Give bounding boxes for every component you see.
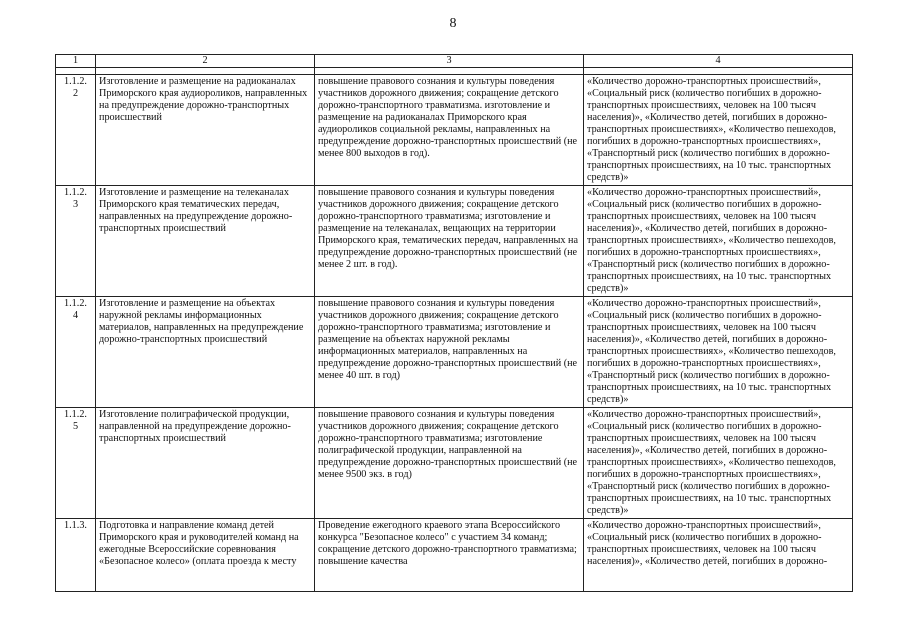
table-row bbox=[56, 297, 853, 408]
indicators-cell: «Количество дорожно-транспортных происшествий», «Социальный риск (количество погибших в дорожно-транспортных происшествиях, человек на 100 тысяч населения)», «Количество детей, погибших в дорожно- bbox=[584, 519, 853, 592]
result-cell: повышение правового сознания и культуры поведения участников дорожного движения; сокращение детского дорожно-транспортного травматизма. изготовление и размещение на радиоканалах Приморского края аудиороликов социальной рекламы, направленных на предупреждение дорожно-транспортных происшествий (не менее 800 выходов в год). bbox=[315, 75, 584, 186]
result-cell: повышение правового сознания и культуры поведения участников дорожного движения; сокращение детского дорожно-транспортного травматизма; изготовление и размещение на телеканалах, вещающих на территории Приморского края, тематических передач, направленных на предупреждение дорожно-транспортных происшествий (не менее 2 шт. в год). bbox=[315, 186, 584, 297]
column-header: 3 bbox=[315, 55, 584, 68]
row-number: 1.1.2. 5 bbox=[56, 408, 96, 519]
table-row bbox=[56, 519, 853, 592]
activity-cell: Изготовление и размещение на радиоканалах Приморского края аудиороликов, направленных на предупреждение дорожно-транспортных происшествий bbox=[96, 75, 315, 186]
activity-cell: Изготовление и размещение на телеканалах Приморского края тематических передач, направленных на предупреждение дорожно-транспортных происшествий bbox=[96, 186, 315, 297]
row-number: 1.1.2. 2 bbox=[56, 75, 96, 186]
result-cell: повышение правового сознания и культуры поведения участников дорожного движения; сокращение детского дорожно-транспортного травматизма; изготовление полиграфической продукции, направленной на предупреждение дорожно-транспортных происшествий (не менее 9500 экз. в год) bbox=[315, 408, 584, 519]
program-activities-table bbox=[55, 54, 853, 592]
result-cell: Проведение ежегодного краевого этапа Всероссийского конкурса "Безопасное колесо" с участием 34 команд; сокращение детского дорожно-транспортного травматизма; повышение качества bbox=[315, 519, 584, 592]
table-row bbox=[56, 75, 853, 186]
row-number: 1.1.2. 3 bbox=[56, 186, 96, 297]
activity-cell: Подготовка и направление команд детей Приморского края и руководителей команд на ежегодные Всероссийские соревнования «Безопасное колесо» (оплата проезда к месту bbox=[96, 519, 315, 592]
page-number: 8 bbox=[449, 16, 457, 31]
indicators-cell: «Количество дорожно-транспортных происшествий», «Социальный риск (количество погибших в дорожно-транспортных происшествиях, человек на 100 тысяч населения)», «Количество детей, погибших в дорожно-транспортных происшествиях», «Количество пешеходов, погибших в дорожно-транспортных происшествиях», «Транспортный риск (количество погибших в дорожно-транспортных происшествиях, на 10 тыс. транспортных средств)» bbox=[584, 186, 853, 297]
activity-cell: Изготовление полиграфической продукции, направленной на предупреждение дорожно-транспортных происшествий bbox=[96, 408, 315, 519]
activity-cell: Изготовление и размещение на объектах наружной рекламы информационных материалов, направленных на предупреждение дорожно-транспортных происшествий bbox=[96, 297, 315, 408]
column-header: 4 bbox=[584, 55, 853, 68]
row-number: 1.1.2. 4 bbox=[56, 297, 96, 408]
row-number: 1.1.3. bbox=[56, 519, 96, 592]
column-header: 2 bbox=[96, 55, 315, 68]
table-header-row bbox=[56, 55, 853, 68]
indicators-cell: «Количество дорожно-транспортных происшествий», «Социальный риск (количество погибших в дорожно-транспортных происшествиях, человек на 100 тысяч населения)», «Количество детей, погибших в дорожно-транспортных происшествиях», «Количество пешеходов, погибших в дорожно-транспортных происшествиях», «Транспортный риск (количество погибших в дорожно-транспортных происшествиях, на 10 тыс. транспортных средств)» bbox=[584, 408, 853, 519]
table-spacer-row bbox=[56, 68, 853, 75]
indicators-cell: «Количество дорожно-транспортных происшествий», «Социальный риск (количество погибших в дорожно-транспортных происшествиях, человек на 100 тысяч населения)», «Количество детей, погибших в дорожно-транспортных происшествиях», «Количество пешеходов, погибших в дорожно-транспортных происшествиях», «Транспортный риск (количество погибших в дорожно-транспортных происшествиях, на 10 тыс. транспортных средств)» bbox=[584, 297, 853, 408]
result-cell: повышение правового сознания и культуры поведения участников дорожного движения; сокращение детского дорожно-транспортного травматизма; изготовление и размещение на объектах наружной рекламы информационных материалов, направленных на предупреждение дорожно-транспортных происшествий (не менее 40 шт. в год) bbox=[315, 297, 584, 408]
column-header: 1 bbox=[56, 55, 96, 68]
table-row bbox=[56, 186, 853, 297]
indicators-cell: «Количество дорожно-транспортных происшествий», «Социальный риск (количество погибших в дорожно-транспортных происшествиях, человек на 100 тысяч населения)», «Количество детей, погибших в дорожно-транспортных происшествиях», «Количество пешеходов, погибших в дорожно-транспортных происшествиях», «Транспортный риск (количество погибших в дорожно-транспортных происшествиях, на 10 тыс. транспортных средств)» bbox=[584, 75, 853, 186]
table-row bbox=[56, 408, 853, 519]
